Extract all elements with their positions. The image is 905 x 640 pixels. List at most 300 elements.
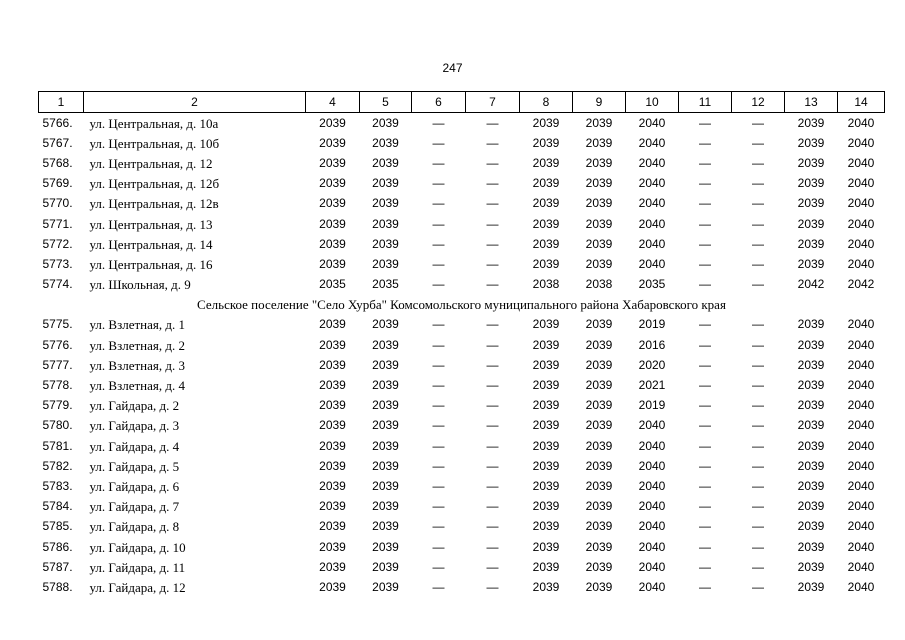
value-cell: 2039 — [319, 539, 346, 554]
value-cell: — — [432, 155, 445, 170]
value-cell: — — [699, 337, 711, 352]
value-cell: 2039 — [797, 398, 825, 413]
value-cell: — — [699, 135, 711, 150]
value-cell: 2040 — [638, 519, 666, 534]
value-cell: — — [699, 196, 711, 211]
value-cell: — — [699, 398, 711, 413]
value-cell: 2040 — [638, 115, 666, 130]
row-number: 5785. — [42, 519, 73, 534]
value-cell: 2039 — [585, 317, 613, 332]
table-row — [39, 315, 885, 335]
value-cell: 2039 — [585, 559, 613, 574]
value-cell: 2039 — [372, 458, 399, 473]
row-number: 5776. — [42, 337, 73, 352]
value-cell: 2040 — [638, 418, 666, 433]
row-number: 5772. — [42, 236, 73, 251]
table-row — [39, 375, 885, 395]
value-cell: — — [486, 438, 499, 453]
value-cell: 2039 — [585, 579, 613, 594]
value-cell: 2039 — [532, 337, 560, 352]
row-number: 5774. — [42, 277, 73, 292]
value-cell: 2040 — [847, 115, 875, 130]
table-row — [39, 214, 885, 234]
column-header: 10 — [626, 92, 679, 113]
value-cell: 2040 — [638, 559, 666, 574]
value-cell: 2039 — [319, 458, 346, 473]
value-cell: 2039 — [372, 337, 399, 352]
value-cell: 2035 — [372, 277, 399, 292]
value-cell: 2039 — [319, 478, 346, 493]
row-number: 5768. — [42, 155, 73, 170]
table-row — [39, 153, 885, 173]
value-cell: — — [752, 519, 764, 534]
value-cell: 2039 — [585, 499, 613, 514]
value-cell: — — [432, 277, 445, 292]
value-cell: — — [752, 539, 764, 554]
value-cell: 2039 — [372, 478, 399, 493]
value-cell: — — [486, 115, 499, 130]
value-cell: 2040 — [847, 519, 875, 534]
column-header: 14 — [838, 92, 885, 113]
table-header — [39, 92, 885, 113]
value-cell: — — [752, 378, 764, 393]
address-cell: ул. Гайдара, д. 12 — [89, 579, 186, 595]
page-number: 247 — [442, 61, 463, 75]
address-cell: ул. Центральная, д. 12 — [89, 155, 213, 171]
value-cell: 2039 — [585, 418, 613, 433]
value-cell: — — [432, 418, 445, 433]
address-cell: ул. Гайдара, д. 3 — [89, 418, 180, 434]
value-cell: 2040 — [847, 176, 875, 191]
value-cell: 2039 — [319, 256, 346, 271]
value-cell: 2039 — [585, 357, 613, 372]
value-cell: 2039 — [585, 438, 613, 453]
value-cell: 2039 — [319, 135, 346, 150]
value-cell: — — [752, 176, 764, 191]
value-cell: — — [699, 256, 711, 271]
value-cell: 2040 — [847, 256, 875, 271]
row-number: 5767. — [42, 135, 73, 150]
address-cell: ул. Центральная, д. 13 — [89, 216, 213, 232]
value-cell: — — [432, 115, 445, 130]
address-cell: ул. Центральная, д. 12в — [89, 196, 219, 212]
table-row — [39, 234, 885, 254]
value-cell: 2039 — [585, 176, 613, 191]
address-cell: ул. Центральная, д. 10а — [89, 115, 219, 131]
value-cell: — — [486, 519, 499, 534]
value-cell: — — [699, 559, 711, 574]
row-number: 5778. — [42, 378, 73, 393]
value-cell: — — [752, 499, 764, 514]
value-cell: 2040 — [638, 539, 666, 554]
value-cell: 2040 — [638, 438, 666, 453]
value-cell: 2019 — [638, 398, 666, 413]
value-cell: 2039 — [319, 398, 346, 413]
value-cell: — — [752, 135, 764, 150]
value-cell: 2039 — [585, 196, 613, 211]
value-cell: 2039 — [372, 236, 399, 251]
value-cell: — — [486, 579, 499, 594]
section-row — [39, 295, 885, 315]
value-cell: 2039 — [797, 135, 825, 150]
address-cell: ул. Центральная, д. 16 — [89, 256, 213, 272]
value-cell: 2039 — [532, 378, 560, 393]
value-cell: 2039 — [797, 539, 825, 554]
value-cell: — — [752, 216, 764, 231]
value-cell: 2039 — [372, 256, 399, 271]
value-cell: 2039 — [372, 115, 399, 130]
value-cell: 2039 — [532, 317, 560, 332]
value-cell: 2040 — [847, 196, 875, 211]
value-cell: 2039 — [797, 499, 825, 514]
value-cell: 2021 — [638, 378, 666, 393]
column-header: 1 — [39, 92, 84, 113]
value-cell: 2039 — [797, 418, 825, 433]
value-cell: 2040 — [847, 236, 875, 251]
value-cell: — — [432, 378, 445, 393]
value-cell: — — [699, 317, 711, 332]
value-cell: 2039 — [532, 357, 560, 372]
value-cell: — — [752, 357, 764, 372]
value-cell: 2039 — [532, 559, 560, 574]
value-cell: 2039 — [585, 135, 613, 150]
value-cell: 2039 — [532, 539, 560, 554]
row-number: 5770. — [42, 196, 73, 211]
column-header: 6 — [412, 92, 466, 113]
value-cell: — — [432, 236, 445, 251]
value-cell: — — [486, 317, 499, 332]
value-cell: — — [486, 499, 499, 514]
value-cell: — — [486, 155, 499, 170]
value-cell: 2039 — [585, 216, 613, 231]
table-row — [39, 517, 885, 537]
row-number: 5769. — [42, 176, 73, 191]
table-row — [39, 476, 885, 496]
value-cell: 2040 — [847, 135, 875, 150]
table-row — [39, 275, 885, 295]
value-cell: — — [752, 115, 764, 130]
value-cell: 2040 — [847, 398, 875, 413]
value-cell: 2040 — [638, 236, 666, 251]
row-number: 5779. — [42, 398, 73, 413]
value-cell: 2039 — [585, 337, 613, 352]
row-number: 5786. — [42, 539, 73, 554]
value-cell: — — [432, 196, 445, 211]
value-cell: 2039 — [797, 176, 825, 191]
value-cell: 2039 — [797, 378, 825, 393]
address-cell: ул. Взлетная, д. 1 — [89, 317, 185, 333]
value-cell: — — [432, 216, 445, 231]
value-cell: 2039 — [532, 256, 560, 271]
value-cell: — — [699, 438, 711, 453]
value-cell: — — [752, 196, 764, 211]
table-row — [39, 113, 885, 134]
value-cell: — — [699, 357, 711, 372]
value-cell: 2039 — [372, 539, 399, 554]
table-row — [39, 416, 885, 436]
value-cell: 2039 — [532, 478, 560, 493]
value-cell: 2039 — [532, 196, 560, 211]
value-cell: — — [432, 398, 445, 413]
value-cell: — — [699, 418, 711, 433]
column-header: 9 — [573, 92, 626, 113]
value-cell: — — [486, 135, 499, 150]
value-cell: 2039 — [797, 216, 825, 231]
value-cell: — — [486, 256, 499, 271]
value-cell: 2039 — [319, 559, 346, 574]
address-cell: ул. Центральная, д. 14 — [89, 236, 213, 252]
value-cell: 2040 — [847, 357, 875, 372]
value-cell: 2039 — [319, 236, 346, 251]
value-cell: — — [432, 579, 445, 594]
column-header: 12 — [732, 92, 785, 113]
value-cell: — — [752, 559, 764, 574]
value-cell: 2039 — [585, 378, 613, 393]
value-cell: 2040 — [638, 176, 666, 191]
value-cell: — — [699, 236, 711, 251]
table-row — [39, 497, 885, 517]
value-cell: 2039 — [319, 499, 346, 514]
value-cell: — — [486, 539, 499, 554]
value-cell: — — [432, 519, 445, 534]
value-cell: 2035 — [319, 277, 346, 292]
value-cell: — — [699, 499, 711, 514]
value-cell: 2040 — [847, 539, 875, 554]
value-cell: 2040 — [847, 559, 875, 574]
value-cell: 2039 — [319, 579, 346, 594]
value-cell: — — [486, 478, 499, 493]
value-cell: 2039 — [797, 155, 825, 170]
value-cell: 2039 — [372, 378, 399, 393]
value-cell: 2039 — [532, 519, 560, 534]
value-cell: 2039 — [319, 519, 346, 534]
value-cell: — — [432, 559, 445, 574]
value-cell: — — [486, 418, 499, 433]
value-cell: 2039 — [585, 236, 613, 251]
value-cell: 2040 — [638, 196, 666, 211]
value-cell: — — [752, 418, 764, 433]
table-row — [39, 254, 885, 274]
value-cell: 2039 — [532, 398, 560, 413]
value-cell: — — [486, 216, 499, 231]
value-cell: 2039 — [585, 478, 613, 493]
value-cell: — — [699, 277, 711, 292]
value-cell: 2039 — [372, 559, 399, 574]
value-cell: 2039 — [797, 337, 825, 352]
value-cell: 2039 — [372, 135, 399, 150]
value-cell: — — [699, 539, 711, 554]
value-cell: 2039 — [319, 196, 346, 211]
value-cell: 2040 — [638, 135, 666, 150]
value-cell: — — [432, 478, 445, 493]
value-cell: — — [432, 317, 445, 332]
table-row — [39, 537, 885, 557]
row-number: 5781. — [42, 438, 73, 453]
value-cell: 2039 — [372, 176, 399, 191]
value-cell: 2039 — [372, 398, 399, 413]
value-cell: 2039 — [319, 378, 346, 393]
value-cell: 2039 — [319, 418, 346, 433]
table-row — [39, 194, 885, 214]
value-cell: — — [486, 559, 499, 574]
value-cell: 2040 — [847, 378, 875, 393]
data-table — [38, 91, 885, 598]
column-header: 2 — [84, 92, 306, 113]
row-number: 5780. — [42, 418, 73, 433]
value-cell: 2039 — [372, 579, 399, 594]
value-cell: 2039 — [372, 438, 399, 453]
value-cell: 2039 — [372, 499, 399, 514]
value-cell: 2042 — [797, 277, 825, 292]
value-cell: 2038 — [585, 277, 613, 292]
value-cell: — — [752, 236, 764, 251]
address-cell: ул. Гайдара, д. 2 — [89, 398, 180, 414]
value-cell: 2039 — [532, 438, 560, 453]
value-cell: 2039 — [585, 539, 613, 554]
value-cell: 2040 — [847, 579, 875, 594]
value-cell: 2039 — [319, 216, 346, 231]
value-cell: 2035 — [638, 277, 666, 292]
value-cell: 2039 — [319, 357, 346, 372]
value-cell: 2039 — [319, 337, 346, 352]
value-cell: — — [486, 337, 499, 352]
row-number: 5777. — [42, 357, 73, 372]
value-cell: 2038 — [532, 277, 560, 292]
value-cell: 2039 — [797, 317, 825, 332]
value-cell: 2039 — [797, 236, 825, 251]
value-cell: 2040 — [847, 478, 875, 493]
value-cell: — — [699, 478, 711, 493]
value-cell: 2040 — [847, 155, 875, 170]
value-cell: 2039 — [532, 236, 560, 251]
value-cell: 2039 — [797, 478, 825, 493]
address-cell: ул. Школьная, д. 9 — [89, 277, 191, 293]
table-row — [39, 557, 885, 577]
value-cell: 2039 — [797, 458, 825, 473]
value-cell: — — [432, 438, 445, 453]
value-cell: 2039 — [532, 176, 560, 191]
value-cell: — — [752, 337, 764, 352]
section-title: Сельское поселение "Село Хурба" Комсомольского муниципального района Хабаровского края — [197, 297, 726, 313]
value-cell: 2040 — [847, 337, 875, 352]
value-cell: 2039 — [372, 519, 399, 534]
value-cell: — — [752, 155, 764, 170]
value-cell: 2042 — [847, 277, 875, 292]
value-cell: 2039 — [372, 155, 399, 170]
value-cell: 2016 — [638, 337, 666, 352]
table-row — [39, 174, 885, 194]
row-number: 5783. — [42, 478, 73, 493]
value-cell: 2039 — [585, 458, 613, 473]
value-cell: 2039 — [797, 579, 825, 594]
value-cell: — — [699, 458, 711, 473]
value-cell: — — [699, 519, 711, 534]
value-cell: — — [432, 499, 445, 514]
row-number: 5784. — [42, 499, 73, 514]
address-cell: ул. Взлетная, д. 2 — [89, 337, 185, 353]
value-cell: 2039 — [319, 438, 346, 453]
value-cell: 2039 — [319, 176, 346, 191]
value-cell: 2039 — [372, 196, 399, 211]
value-cell: 2040 — [847, 438, 875, 453]
value-cell: 2019 — [638, 317, 666, 332]
value-cell: 2039 — [319, 115, 346, 130]
row-number: 5771. — [42, 216, 73, 231]
address-cell: ул. Центральная, д. 10б — [89, 135, 220, 151]
value-cell: 2040 — [638, 478, 666, 493]
value-cell: 2039 — [585, 256, 613, 271]
table-row — [39, 577, 885, 597]
value-cell: — — [699, 378, 711, 393]
value-cell: — — [752, 478, 764, 493]
value-cell: 2039 — [372, 216, 399, 231]
value-cell: — — [699, 115, 711, 130]
table-row — [39, 396, 885, 416]
address-cell: ул. Гайдара, д. 5 — [89, 458, 180, 474]
row-number: 5766. — [42, 115, 73, 130]
value-cell: — — [752, 317, 764, 332]
value-cell: 2040 — [847, 458, 875, 473]
column-header: 13 — [785, 92, 838, 113]
value-cell: 2039 — [532, 499, 560, 514]
value-cell: 2039 — [532, 115, 560, 130]
value-cell: — — [752, 256, 764, 271]
value-cell: — — [699, 155, 711, 170]
value-cell: 2039 — [585, 155, 613, 170]
value-cell: 2040 — [638, 256, 666, 271]
address-cell: ул. Гайдара, д. 10 — [89, 539, 186, 555]
value-cell: — — [486, 277, 499, 292]
value-cell: — — [699, 216, 711, 231]
value-cell: 2039 — [797, 357, 825, 372]
row-number: 5775. — [42, 317, 73, 332]
address-cell: ул. Гайдара, д. 7 — [89, 499, 180, 515]
value-cell: 2039 — [532, 458, 560, 473]
value-cell: 2040 — [638, 579, 666, 594]
address-cell: ул. Центральная, д. 12б — [89, 176, 220, 192]
value-cell: 2039 — [585, 115, 613, 130]
value-cell: — — [486, 236, 499, 251]
address-cell: ул. Гайдара, д. 8 — [89, 519, 180, 535]
row-number: 5787. — [42, 559, 73, 574]
value-cell: 2040 — [638, 155, 666, 170]
value-cell: 2040 — [847, 317, 875, 332]
value-cell: 2039 — [797, 519, 825, 534]
table-row — [39, 456, 885, 476]
value-cell: — — [432, 135, 445, 150]
address-cell: ул. Гайдара, д. 6 — [89, 478, 180, 494]
table-row — [39, 355, 885, 375]
value-cell: — — [699, 579, 711, 594]
value-cell: 2040 — [638, 458, 666, 473]
value-cell: 2039 — [797, 115, 825, 130]
value-cell: 2039 — [532, 155, 560, 170]
value-cell: 2039 — [532, 216, 560, 231]
value-cell: — — [486, 176, 499, 191]
column-header: 8 — [520, 92, 573, 113]
value-cell: 2040 — [847, 499, 875, 514]
value-cell: — — [486, 196, 499, 211]
value-cell: — — [432, 176, 445, 191]
column-header: 4 — [306, 92, 360, 113]
row-number: 5773. — [42, 256, 73, 271]
value-cell: 2039 — [532, 579, 560, 594]
value-cell: — — [699, 176, 711, 191]
value-cell: — — [752, 579, 764, 594]
value-cell: — — [752, 458, 764, 473]
value-cell: 2040 — [847, 216, 875, 231]
table-row — [39, 335, 885, 355]
